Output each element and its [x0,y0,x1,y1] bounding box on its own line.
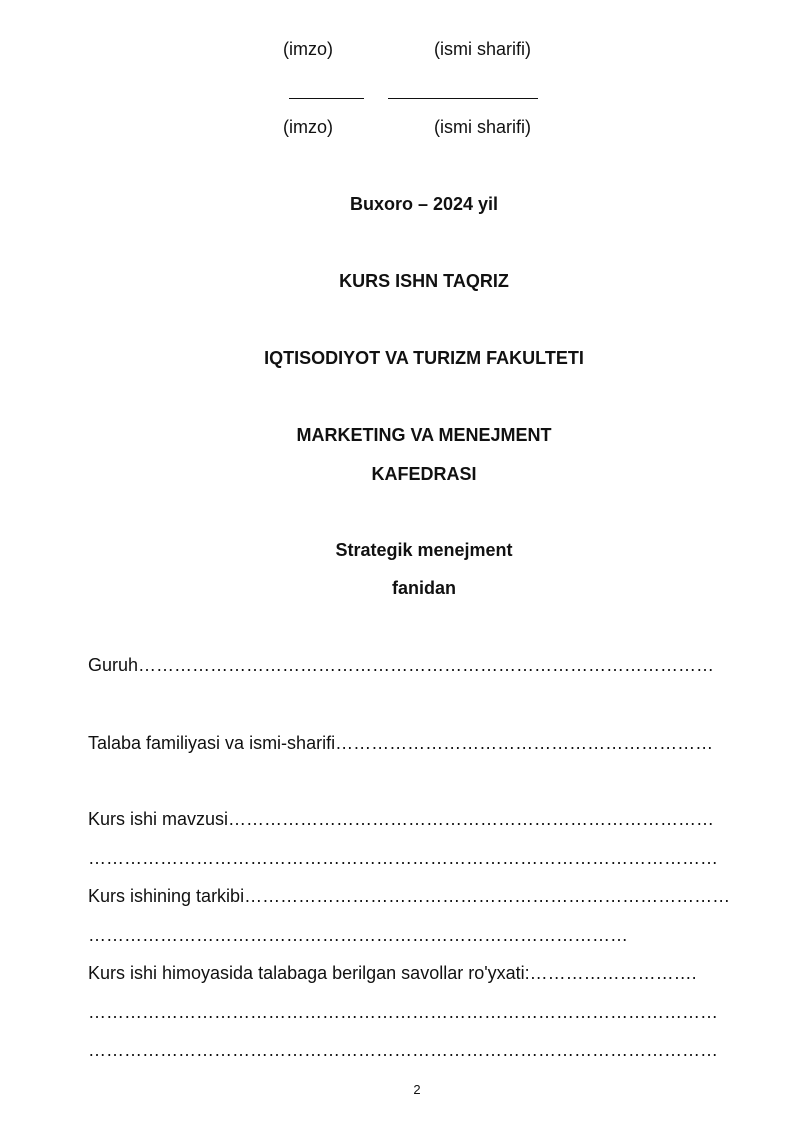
faculty-name: IQTISODIYOT VA TURIZM FAKULTETI [264,348,584,368]
questions-field-continuation: …………………………………………………………………………………………… [88,1040,718,1060]
department-name-cont: KAFEDRASI [371,464,477,484]
name-label: (ismi sharifi) [434,117,531,137]
name-label: (ismi sharifi) [434,39,531,59]
group-field: Guruh…………………………………………………………………………………… [88,655,715,675]
signature-line [289,98,364,99]
subject-suffix: fanidan [391,578,456,598]
structure-field: Kurs ishining tarkibi……………………………………………………………………… [88,886,731,906]
signature-label: (imzo) [283,117,333,137]
signature-label: (imzo) [283,39,333,59]
department-name: MARKETING VA MENEJMENT [296,425,552,445]
questions-field: Kurs ishi himoyasida talabaga berilgan savollar ro'yxati:………………………. [88,963,697,983]
subject-name: Strategik menejment [335,540,513,560]
topic-field: Kurs ishi mavzusi……………………………………………………………………… [88,809,715,829]
place-year: Buxoro – 2024 yil [349,194,499,214]
questions-field-continuation: …………………………………………………………………………………………… [88,1002,718,1022]
student-name-field: Talaba familiyasi va ismi-sharifi……………………………………………………… [88,733,714,753]
topic-field-continuation: …………………………………………………………………………………………… [88,848,718,868]
document-title: KURS ISHN TAQRIZ [339,271,509,291]
page-number: 2 [413,1082,421,1097]
structure-field-continuation: ……………………………………………………………………………… [88,925,628,945]
name-line [388,98,538,99]
